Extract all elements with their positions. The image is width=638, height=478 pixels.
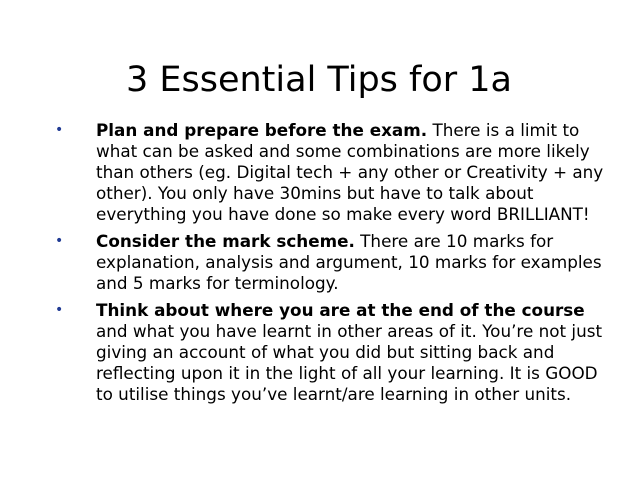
bullet-lead: Plan and prepare before the exam.: [96, 120, 428, 140]
bullet-item-end-of-course: [52, 300, 608, 405]
bullet-icon: •: [55, 122, 64, 138]
bullet-lead: Consider the mark scheme.: [96, 231, 355, 251]
bullet-icon: •: [55, 302, 64, 318]
bullet-list: [52, 120, 608, 411]
bullet-text: There are 10 marks for explanation, analysis and argument, 10 marks for examples and 5 marks for terminology.: [96, 231, 602, 293]
bullet-icon: •: [55, 233, 64, 249]
bullet-text: and what you have learnt in other areas of it. You’re not just giving an account of what you did but sitting back and reflecting upon it in the light of all your learning. It is GOOD to utilise things you’ve learnt/are learning in other units.: [96, 321, 603, 404]
slide-title: 3 Essential Tips for 1a: [125, 60, 512, 100]
bullet-item-plan: [52, 120, 608, 225]
bullet-lead: Think about where you are at the end of the course: [96, 300, 585, 320]
bullet-item-mark-scheme: [52, 231, 608, 294]
bullet-text: There is a limit to what can be asked and some combinations are more likely than others (eg. Digital tech + any other or Creativity + any other). You only have 30mins but have to talk about everything you have done so make every word BRILLIANT!: [96, 120, 604, 224]
